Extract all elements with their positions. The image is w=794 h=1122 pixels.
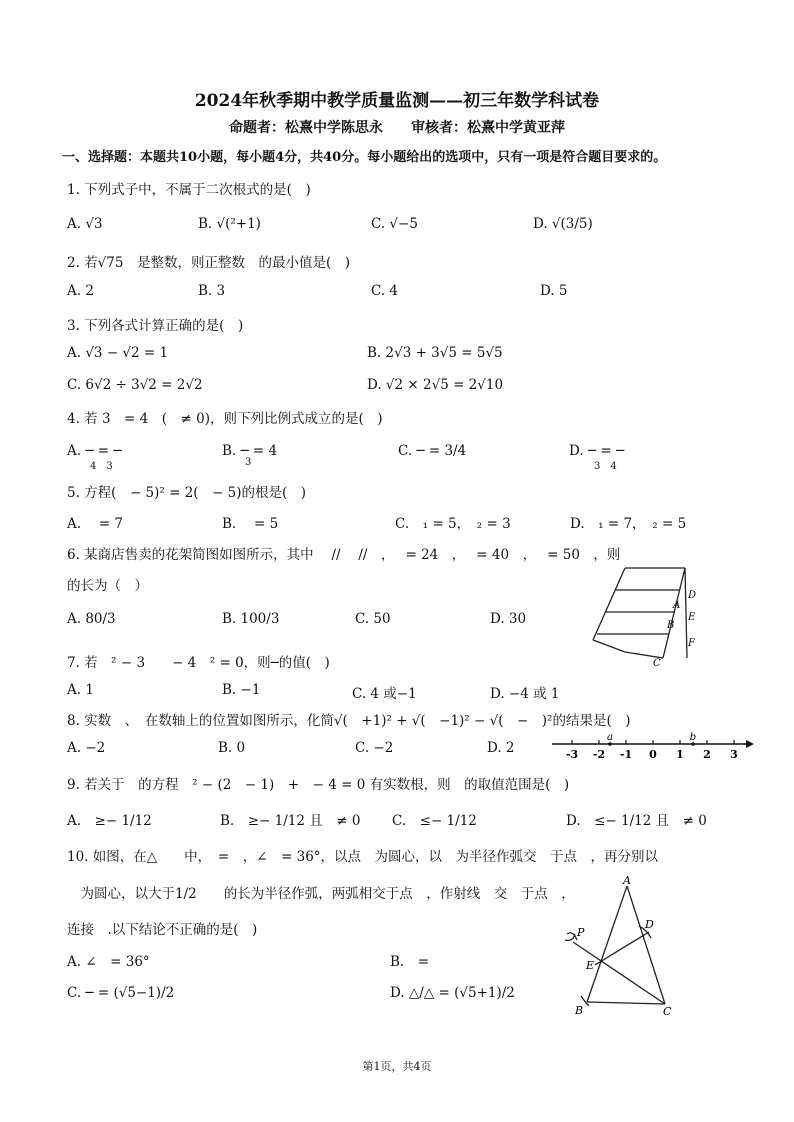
q4-option-b: B. ─ = 4: [222, 443, 278, 459]
q4-option-b-denominator: 3: [245, 457, 252, 468]
q8-option-c: C. −2: [355, 740, 394, 756]
q4-option-d: D. ─ = ─: [569, 443, 625, 459]
q4-option-a: A. ─ = ─: [67, 443, 122, 459]
section-heading: 一、选择题：本题共10小题，每小题4分，共40分。每小题给出的选项中，只有一项是符合题目要求的。: [62, 150, 667, 165]
q10-option-b: B. =: [390, 954, 430, 970]
q5-option-c: C. ₁ = 5， ₂ = 3: [395, 516, 511, 532]
fig6-label-C: C: [653, 658, 661, 669]
q9-option-d: D. ≤− 1/12 且 ≠ 0: [566, 813, 707, 829]
fig6-label-E: E: [688, 612, 696, 623]
q4-option-d-denominators: 3 4: [594, 461, 617, 472]
axis-tick-label: -1: [619, 748, 633, 761]
q6-stem: 6. 某商店售卖的花架简图如图所示，其中 // // ， = 24 ， = 40 ， = 50 ，则: [67, 547, 621, 563]
q8-stem: 8. 实数 、 在数轴上的位置如图所示，化简√( +1)² + √( −1)² − √( − )²的结果是( ): [67, 713, 631, 729]
q9-option-c: C. ≤− 1/12: [392, 813, 477, 829]
axis-tick-label: 2: [703, 748, 711, 761]
q6-option-c: C. 50: [355, 611, 391, 627]
q8-option-d: D. 2: [487, 740, 515, 756]
q10-stem-cont: 为圆心，以大于1/2 的长为半径作弧，两弧相交于点 ，作射线 交 于点 ，: [67, 886, 575, 902]
q8-number-line: [550, 730, 756, 764]
axis-tick-label: 3: [730, 748, 738, 761]
axis-tick-label: 1: [676, 748, 684, 761]
q10-option-a: A. ∠ = 36°: [67, 954, 150, 970]
q4-option-c: C. ─ = 3/4: [398, 443, 467, 459]
q5-option-d: D. ₁ = 7， ₂ = 5: [570, 516, 687, 532]
q3-stem: 3. 下列各式计算正确的是( ): [67, 318, 244, 334]
axis-tick-label: -3: [565, 748, 579, 761]
q2-option-d: D. 5: [540, 283, 568, 299]
q1-option-c: C. √−5: [371, 216, 418, 232]
q10-stem: 10. 如图，在△ 中， = ，∠ = 36°，以点 为圆心，以 为半径作弧交 于点 ，再分别以: [67, 849, 659, 865]
q1-stem: 1. 下列式子中，不属于二次根式的是( ): [67, 182, 311, 198]
q3-option-d: D. √2 × 2√5 = 2√10: [367, 377, 504, 393]
q7-option-d: D. −4 或 1: [490, 686, 560, 702]
q1-option-d: D. √(3/5): [533, 216, 593, 232]
q10-option-d: D. △/△ = (√5+1)/2: [390, 985, 515, 1001]
fig10-label-B: B: [575, 1004, 584, 1017]
q4-stem: 4. 若 3 = 4 ( ≠ 0)，则下列比例式成立的是( ): [67, 411, 383, 427]
axis-tick-label: 0: [649, 748, 657, 761]
q8-option-a: A. −2: [67, 740, 106, 756]
q2-stem: 2. 若√75 是整数，则正整数 的最小值是( ): [67, 255, 350, 271]
q7-option-a: A. 1: [67, 682, 94, 698]
q6-shelf-figure: [585, 560, 700, 670]
q9-stem: 9. 若关于 的方程 ² − (2 − 1) + − 4 = 0 有实数根，则 的取值范围是( ): [67, 777, 570, 793]
q6-option-b: B. 100/3: [222, 611, 280, 627]
fig6-label-D: D: [688, 590, 697, 601]
q10-option-c: C. ─ = (√5−1)/2: [67, 985, 175, 1001]
fig10-label-D: D: [645, 918, 654, 931]
q1-option-b: B. √(²+1): [198, 216, 261, 232]
q10-stem-cont-2: 连接 .以下结论不正确的是( ): [67, 922, 258, 938]
q6-stem-cont: 的长为（ ）: [67, 578, 148, 594]
q9-option-a: A. ≥− 1/12: [67, 813, 152, 829]
fig10-label-C: C: [663, 1005, 672, 1018]
q8-option-b: B. 0: [218, 740, 246, 756]
q5-option-b: B. = 5: [222, 516, 279, 532]
q6-option-a: A. 80/3: [67, 611, 116, 627]
q5-stem: 5. 方程( − 5)² = 2( − 5)的根是( ): [67, 485, 307, 501]
q9-option-b: B. ≥− 1/12 且 ≠ 0: [220, 813, 361, 829]
q2-option-c: C. 4: [371, 283, 399, 299]
page-footer: 第1页，共4页: [362, 1060, 432, 1073]
q3-option-c: C. 6√2 ÷ 3√2 = 2√2: [67, 377, 203, 393]
q7-stem: 7. 若 ² − 3 − 4 ² = 0，则─的值( ): [67, 655, 330, 671]
authors-line: 命题者：松熹中学陈思永 审核者：松熹中学黄亚萍: [229, 120, 565, 136]
fig6-label-F: F: [688, 638, 695, 649]
axis-tick-label: -2: [592, 748, 606, 761]
fig10-label-P: P: [577, 926, 585, 939]
q7-option-c: C. 4 或−1: [352, 686, 417, 702]
q1-option-a: A. √3: [67, 216, 103, 232]
fig6-label-A: A: [673, 600, 681, 611]
q3-option-b: B. 2√3 + 3√5 = 5√5: [367, 345, 503, 361]
q3-option-a: A. √3 − √2 = 1: [67, 345, 169, 361]
q2-option-a: A. 2: [67, 283, 94, 299]
fig6-label-B: B: [667, 620, 675, 631]
q6-option-d: D. 30: [490, 611, 527, 627]
fig10-label-E: E: [586, 959, 595, 972]
axis-point-label-a: a: [607, 732, 613, 743]
q10-triangle-figure: [555, 872, 685, 1022]
q4-option-a-denominators: 4 3: [90, 461, 113, 472]
q2-option-b: B. 3: [198, 283, 226, 299]
axis-point-label-b: b: [689, 732, 697, 743]
fig10-label-A: A: [623, 874, 631, 887]
q7-option-b: B. −1: [222, 682, 261, 698]
q5-option-a: A. = 7: [67, 516, 124, 532]
page-title: 2024年秋季期中教学质量监测——初三年数学科试卷: [194, 91, 600, 111]
